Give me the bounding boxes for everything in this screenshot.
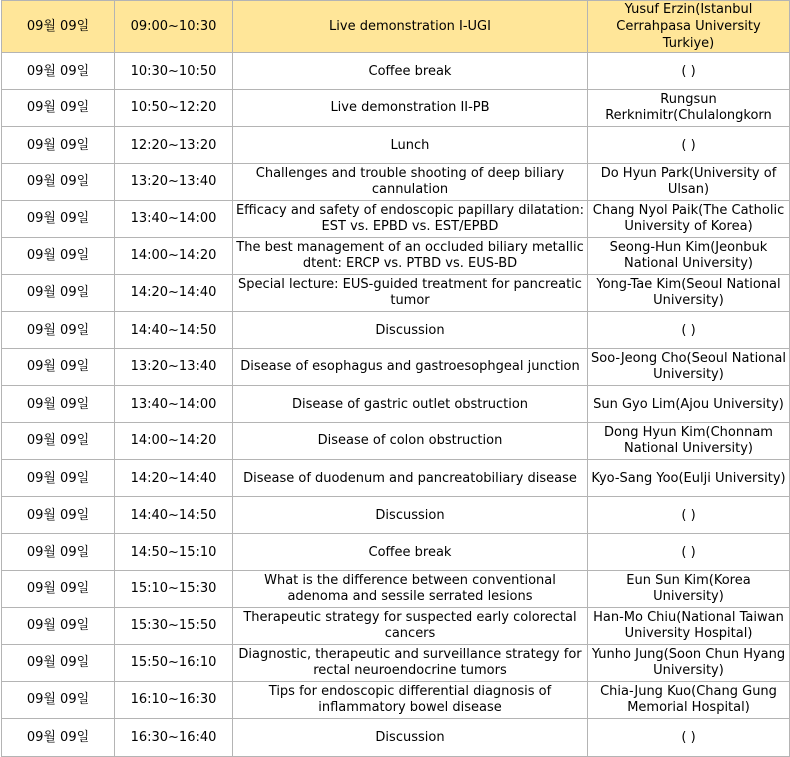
time-cell: 15:10~15:30 [115, 571, 233, 608]
date-cell: 09월 09일 [2, 534, 115, 571]
time-cell: 14:00~14:20 [115, 423, 233, 460]
date-cell: 09월 09일 [2, 571, 115, 608]
time-cell: 16:30~16:40 [115, 719, 233, 757]
date-cell: 09월 09일 [2, 682, 115, 719]
date-cell: 09월 09일 [2, 127, 115, 164]
schedule-row [2, 201, 790, 238]
schedule-row [2, 682, 790, 719]
time-cell: 13:40~14:00 [115, 201, 233, 238]
speaker-cell: Sun Gyo Lim(Ajou University) [588, 386, 790, 423]
date-cell: 09월 09일 [2, 497, 115, 534]
session-title-cell: Live demonstration II-PB [233, 90, 588, 127]
session-title-cell: Lunch [233, 127, 588, 164]
schedule-row [2, 645, 790, 682]
date-cell: 09월 09일 [2, 645, 115, 682]
schedule-row [2, 275, 790, 312]
time-cell: 13:20~13:40 [115, 349, 233, 386]
speaker-cell: ( ) [588, 53, 790, 90]
schedule-row [2, 349, 790, 386]
speaker-cell: ( ) [588, 312, 790, 349]
session-title-cell: Discussion [233, 719, 588, 757]
session-title-cell: Disease of colon obstruction [233, 423, 588, 460]
session-title-cell: What is the difference between conventional adenoma and sessile serrated lesions [233, 571, 588, 608]
time-cell: 13:20~13:40 [115, 164, 233, 201]
speaker-cell: Rungsun Rerknimitr(Chulalongkorn [588, 90, 790, 127]
schedule-body [2, 1, 790, 757]
schedule-row [2, 90, 790, 127]
date-cell: 09월 09일 [2, 1, 115, 53]
schedule-row [2, 53, 790, 90]
date-cell: 09월 09일 [2, 386, 115, 423]
header-row [2, 1, 790, 53]
schedule-row [2, 497, 790, 534]
date-cell: 09월 09일 [2, 719, 115, 757]
session-title-cell: The best management of an occluded biliary metallic dtent: ERCP vs. PTBD vs. EUS-BD [233, 238, 588, 275]
time-cell: 10:30~10:50 [115, 53, 233, 90]
session-title-cell: Challenges and trouble shooting of deep biliary cannulation [233, 164, 588, 201]
date-cell: 09월 09일 [2, 275, 115, 312]
date-cell: 09월 09일 [2, 460, 115, 497]
time-cell: 14:00~14:20 [115, 238, 233, 275]
session-title-cell: Disease of esophagus and gastroesophgeal junction [233, 349, 588, 386]
session-title-cell: Therapeutic strategy for suspected early colorectal cancers [233, 608, 588, 645]
date-cell: 09월 09일 [2, 349, 115, 386]
schedule-row [2, 534, 790, 571]
time-cell: 14:20~14:40 [115, 460, 233, 497]
date-cell: 09월 09일 [2, 90, 115, 127]
schedule-row [2, 423, 790, 460]
schedule-row [2, 460, 790, 497]
session-title-cell: Coffee break [233, 534, 588, 571]
speaker-cell: Yong-Tae Kim(Seoul National University) [588, 275, 790, 312]
schedule-row [2, 164, 790, 201]
schedule-row [2, 571, 790, 608]
session-title-cell: Discussion [233, 312, 588, 349]
time-cell: 15:50~16:10 [115, 645, 233, 682]
date-cell: 09월 09일 [2, 423, 115, 460]
time-cell: 15:30~15:50 [115, 608, 233, 645]
session-title-cell: Discussion [233, 497, 588, 534]
date-cell: 09월 09일 [2, 312, 115, 349]
schedule-row [2, 719, 790, 757]
speaker-cell: ( ) [588, 497, 790, 534]
speaker-cell: ( ) [588, 127, 790, 164]
speaker-cell: ( ) [588, 534, 790, 571]
schedule-table [1, 0, 790, 757]
speaker-cell: Eun Sun Kim(Korea University) [588, 571, 790, 608]
speaker-cell: Seong-Hun Kim(Jeonbuk National University) [588, 238, 790, 275]
speaker-cell: Dong Hyun Kim(Chonnam National University) [588, 423, 790, 460]
time-cell: 14:40~14:50 [115, 312, 233, 349]
session-title-cell: Special lecture: EUS-guided treatment for pancreatic tumor [233, 275, 588, 312]
speaker-cell: Kyo-Sang Yoo(Eulji University) [588, 460, 790, 497]
speaker-cell: Do Hyun Park(University of Ulsan) [588, 164, 790, 201]
schedule-row [2, 312, 790, 349]
time-cell: 14:50~15:10 [115, 534, 233, 571]
date-cell: 09월 09일 [2, 201, 115, 238]
time-cell: 12:20~13:20 [115, 127, 233, 164]
time-cell: 10:50~12:20 [115, 90, 233, 127]
session-title-cell: Disease of duodenum and pancreatobiliary disease [233, 460, 588, 497]
schedule-row [2, 608, 790, 645]
session-title-cell: Efficacy and safety of endoscopic papillary dilatation: EST vs. EPBD vs. EST/EPBD [233, 201, 588, 238]
session-title-cell: Disease of gastric outlet obstruction [233, 386, 588, 423]
time-cell: 09:00~10:30 [115, 1, 233, 53]
date-cell: 09월 09일 [2, 164, 115, 201]
schedule-row [2, 238, 790, 275]
session-title-cell: Coffee break [233, 53, 588, 90]
time-cell: 16:10~16:30 [115, 682, 233, 719]
date-cell: 09월 09일 [2, 608, 115, 645]
time-cell: 14:20~14:40 [115, 275, 233, 312]
time-cell: 13:40~14:00 [115, 386, 233, 423]
speaker-cell: Yusuf Erzin(Istanbul Cerrahpasa University Turkiye) [588, 1, 790, 53]
date-cell: 09월 09일 [2, 238, 115, 275]
speaker-cell: ( ) [588, 719, 790, 757]
session-title-cell: Diagnostic, therapeutic and surveillance strategy for rectal neuroendocrine tumors [233, 645, 588, 682]
speaker-cell: Han-Mo Chiu(National Taiwan University Hospital) [588, 608, 790, 645]
speaker-cell: Chia-Jung Kuo(Chang Gung Memorial Hospital) [588, 682, 790, 719]
session-title-cell: Tips for endoscopic differential diagnosis of inflammatory bowel disease [233, 682, 588, 719]
schedule-row [2, 127, 790, 164]
session-title-cell: Live demonstration I-UGI [233, 1, 588, 53]
speaker-cell: Yunho Jung(Soon Chun Hyang University) [588, 645, 790, 682]
time-cell: 14:40~14:50 [115, 497, 233, 534]
speaker-cell: Chang Nyol Paik(The Catholic University of Korea) [588, 201, 790, 238]
speaker-cell: Soo-Jeong Cho(Seoul National University) [588, 349, 790, 386]
schedule-row [2, 386, 790, 423]
date-cell: 09월 09일 [2, 53, 115, 90]
